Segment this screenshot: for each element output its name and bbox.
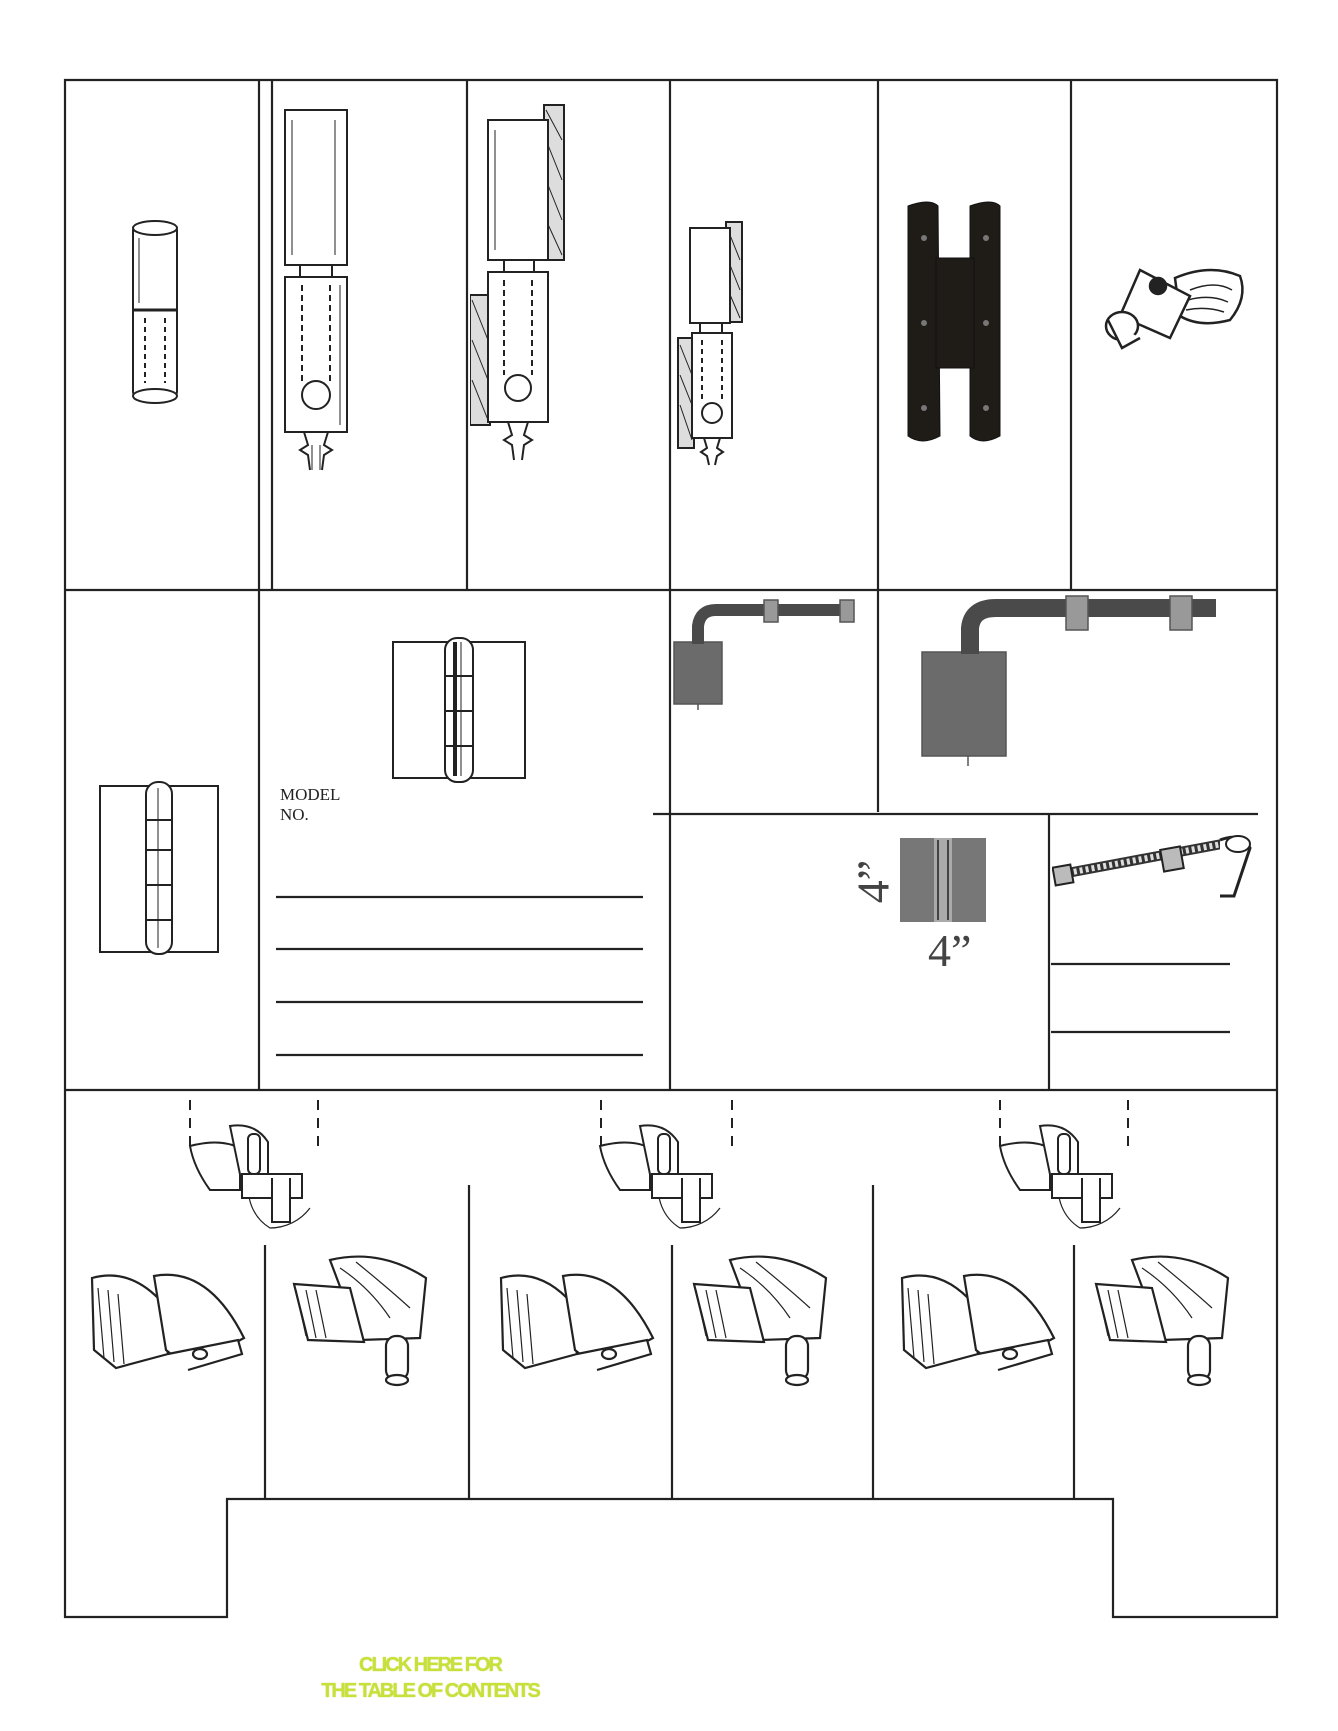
model-number-label: MODEL NO. bbox=[280, 785, 341, 824]
weld-on-door-hinge-icon bbox=[497, 1258, 657, 1378]
threaded-rod-hinge-icon bbox=[1052, 826, 1260, 902]
weld-on-door-hinge-icon bbox=[88, 1258, 248, 1378]
weld-on-door-hinge-icon bbox=[590, 1118, 730, 1238]
butt-hinge-small-icon bbox=[389, 636, 529, 784]
threaded-adjustable-hinge-icon bbox=[672, 598, 868, 710]
toc-link-line2: THE TABLE OF CONTENTS bbox=[321, 1680, 539, 1702]
weld-on-door-hinge-icon bbox=[990, 1118, 1130, 1238]
pin-hinge-icon bbox=[280, 105, 360, 475]
weld-on-bullet-hinge-icon bbox=[125, 218, 185, 408]
weld-on-door-hinge-icon bbox=[690, 1248, 840, 1388]
offset-hinge-eye-icon bbox=[1100, 258, 1250, 358]
weld-on-door-hinge-icon bbox=[290, 1248, 440, 1388]
toc-link-line1: CLICK HERE FOR bbox=[359, 1654, 501, 1676]
weld-on-door-hinge-icon bbox=[1092, 1248, 1242, 1388]
small-pin-hinge-icon bbox=[676, 220, 756, 470]
square-butt-hinge-icon bbox=[900, 838, 986, 922]
weld-on-door-hinge-icon bbox=[180, 1118, 320, 1238]
threaded-adjustable-hinge-icon bbox=[918, 594, 1218, 768]
dimension-height-label: 4” bbox=[847, 859, 899, 904]
weld-on-door-hinge-icon bbox=[898, 1258, 1058, 1378]
butt-hinge-icon bbox=[96, 780, 222, 956]
table-of-contents-link[interactable] bbox=[300, 1652, 560, 1704]
pin-hinge-with-plate-icon bbox=[470, 100, 580, 470]
dimension-width-label: 4” bbox=[928, 925, 972, 976]
strap-hinge-icon bbox=[900, 198, 1010, 448]
